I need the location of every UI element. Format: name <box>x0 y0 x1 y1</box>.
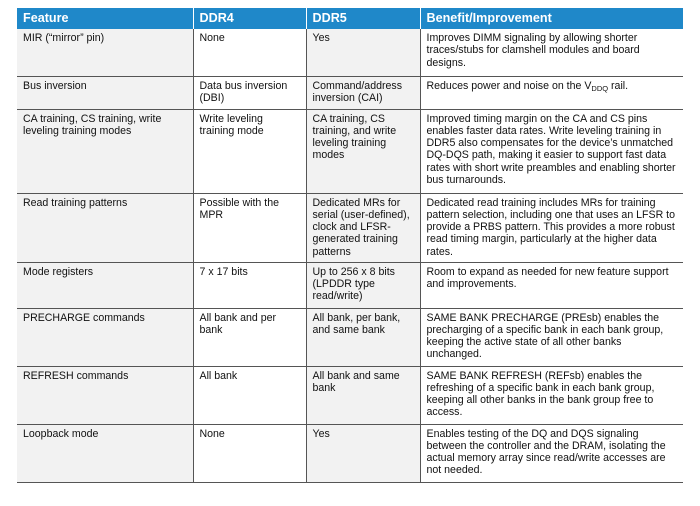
feature-cell: PRECHARGE commands <box>17 308 193 366</box>
comparison-table <box>17 8 683 483</box>
table-row <box>17 109 683 193</box>
feature-cell: REFRESH commands <box>17 366 193 424</box>
benefit-cell: SAME BANK REFRESH (REFsb) enables the refreshing of a specific bank in each bank group, keeping all other banks in the bank group free to access. <box>420 366 683 424</box>
benefit-cell: Dedicated read training includes MRs for training pattern selection, including one that uses an LFSR to provide a PRBS pattern. This provides a more robust read timing margin, particularly at the higher data rates. <box>420 193 683 262</box>
ddr4-cell: All bank and per bank <box>193 308 306 366</box>
table-row <box>17 262 683 308</box>
ddr5-cell: All bank, per bank, and same bank <box>306 308 420 366</box>
ddr5-cell: Up to 256 x 8 bits (LPDDR type read/write) <box>306 262 420 308</box>
benefit-cell <box>420 76 683 109</box>
ddr4-cell: All bank <box>193 366 306 424</box>
feature-cell: Read training patterns <box>17 193 193 262</box>
table-row <box>17 76 683 109</box>
header-feature: Feature <box>17 8 193 29</box>
feature-cell: Loopback mode <box>17 424 193 482</box>
ddr5-cell: Yes <box>306 424 420 482</box>
benefit-cell: Improves DIMM signaling by allowing shorter traces/stubs for clamshell modules and board designs. <box>420 29 683 76</box>
feature-cell: MIR (“mirror” pin) <box>17 29 193 76</box>
ddr4-cell: Write leveling training mode <box>193 109 306 193</box>
benefit-text-suffix: rail. <box>608 79 629 92</box>
benefit-cell: Room to expand as needed for new feature support and improvements. <box>420 262 683 308</box>
table-body <box>17 29 683 482</box>
table-row <box>17 308 683 366</box>
header-row <box>17 8 683 29</box>
feature-cell: CA training, CS training, write leveling training modes <box>17 109 193 193</box>
header-ddr4: DDR4 <box>193 8 306 29</box>
feature-cell: Bus inversion <box>17 76 193 109</box>
benefit-cell: Enables testing of the DQ and DQS signaling between the controller and the DRAM, isolating the actual memory array since read/write accesses are not needed. <box>420 424 683 482</box>
feature-cell: Mode registers <box>17 262 193 308</box>
ddr5-cell: All bank and same bank <box>306 366 420 424</box>
ddr4-cell: Data bus inversion (DBI) <box>193 76 306 109</box>
table-row <box>17 29 683 76</box>
header-ddr5: DDR5 <box>306 8 420 29</box>
table-row <box>17 424 683 482</box>
table-row <box>17 193 683 262</box>
benefit-cell: SAME BANK PRECHARGE (PREsb) enables the precharging of a specific bank in each bank group, keeping the active state of all other banks unchanged. <box>420 308 683 366</box>
ddr4-cell: None <box>193 29 306 76</box>
table-row <box>17 366 683 424</box>
header-benefit: Benefit/Improvement <box>420 8 683 29</box>
benefit-subscript: DDQ <box>591 83 609 93</box>
ddr5-cell: Dedicated MRs for serial (user-defined), clock and LFSR-generated training patterns <box>306 193 420 262</box>
ddr4-cell: Possible with the MPR <box>193 193 306 262</box>
ddr5-cell: Yes <box>306 29 420 76</box>
benefit-cell: Improved timing margin on the CA and CS pins enables faster data rates. Write leveling training in DDR5 also compensates for the device’s unmatched DQ-DQS path, making it easier to support fast data rates with short write preambles and enabling shorter bus turnarounds. <box>420 109 683 193</box>
ddr4-cell: None <box>193 424 306 482</box>
benefit-text-prefix: Reduces power and noise on the V <box>426 79 592 92</box>
table-header <box>17 8 683 29</box>
ddr5-cell: CA training, CS training, and write leveling training modes <box>306 109 420 193</box>
ddr5-cell: Command/address inversion (CAI) <box>306 76 420 109</box>
ddr4-cell: 7 x 17 bits <box>193 262 306 308</box>
